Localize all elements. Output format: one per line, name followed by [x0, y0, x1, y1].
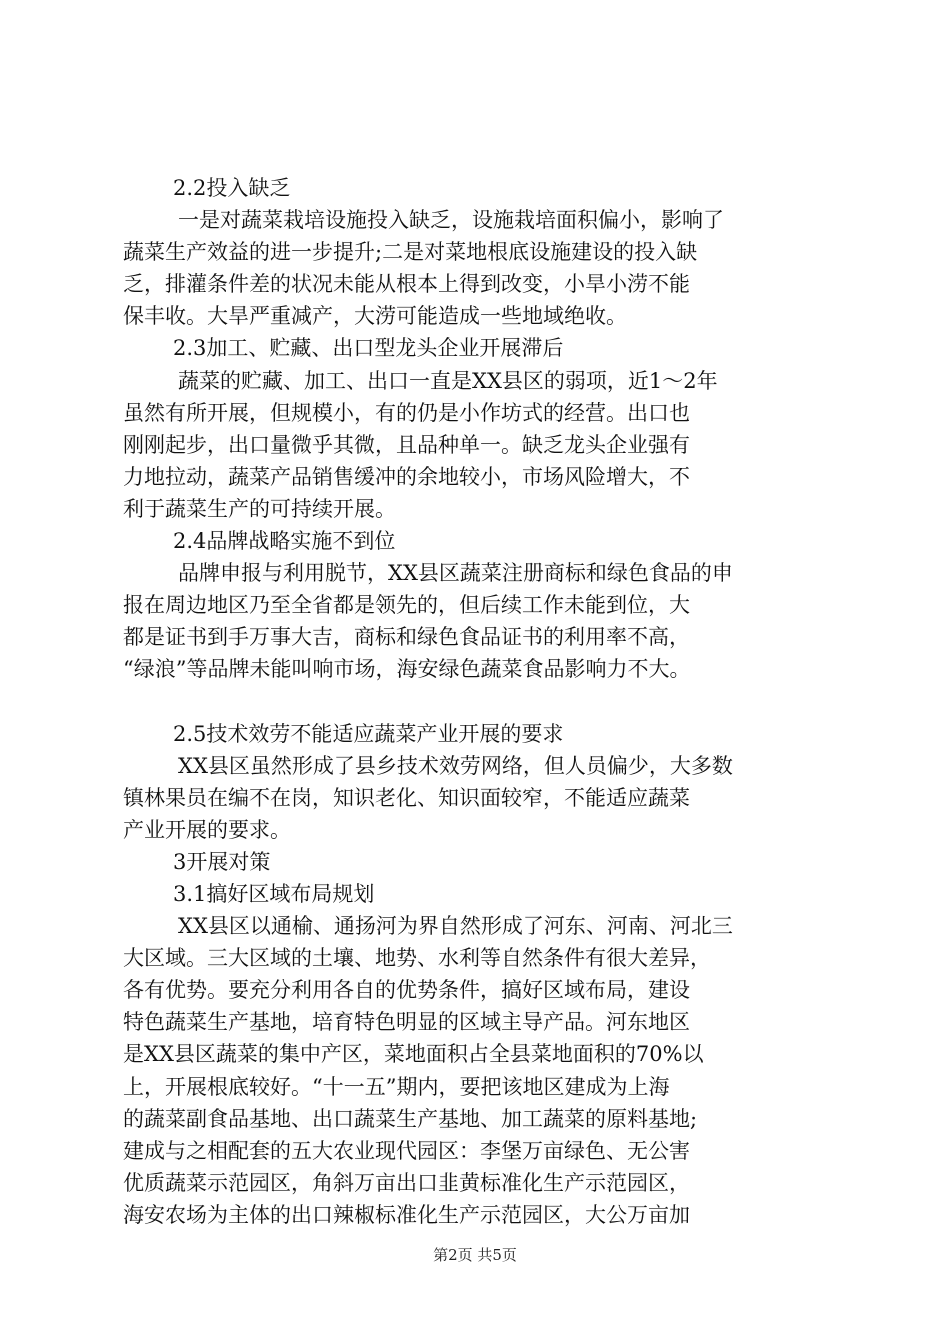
paragraph-line: 都是证书到手万事大吉，商标和绿色食品证书的利用率不高， — [123, 625, 690, 650]
paragraph-line: 上，开展根底较好。“十一五”期内，要把该地区建成为上海 — [123, 1074, 670, 1099]
paragraph-line: XX县区以通榆、通扬河为界自然形成了河东、河南、河北三 — [178, 914, 733, 939]
paragraph-line: “绿浪”等品牌未能叫响市场，海安绿色蔬菜食品影响力不大。 — [123, 657, 691, 682]
paragraph-line: 建成与之相配套的五大农业现代园区：李堡万亩绿色、无公害 — [123, 1138, 690, 1163]
paragraph-line: 报在周边地区乃至全省都是领先的，但后续工作未能到位，大 — [123, 593, 690, 618]
paragraph-line: 品牌申报与利用脱节，XX县区蔬菜注册商标和绿色食品的申 — [178, 561, 733, 586]
paragraph-line: 蔬菜的贮藏、加工、出口一直是XX县区的弱项，近1～2年 — [178, 368, 718, 393]
paragraph-line: 蔬菜生产效益的进一步提升;二是对菜地根底设施建设的投入缺 — [123, 240, 698, 265]
paragraph-line: 一是对蔬菜栽培设施投入缺乏，设施栽培面积偏小，影响了 — [178, 208, 724, 233]
paragraph-line: 各有优势。要充分利用各自的优势条件，搞好区域布局，建设 — [123, 978, 690, 1003]
paragraph-line: 乏，排灌条件差的状况未能从根本上得到改变，小旱小涝不能 — [123, 272, 690, 297]
paragraph-line: 保丰收。大旱严重减产，大涝可能造成一些地域绝收。 — [123, 304, 627, 329]
page-footer: 第2页 共5页 — [433, 1246, 517, 1264]
paragraph-line: 利于蔬菜生产的可持续开展。 — [123, 496, 396, 521]
blank-line — [123, 686, 833, 718]
paragraph-line: 镇林果员在编不在岗，知识老化、知识面较窄，不能适应蔬菜 — [123, 785, 690, 810]
paragraph-line: 刚刚起步，出口量微乎其微，且品种单一。缺乏龙头企业强有 — [123, 432, 690, 457]
paragraph-line: 力地拉动，蔬菜产品销售缓冲的余地较小，市场风险增大，不 — [123, 464, 690, 489]
paragraph-line: 优质蔬菜示范园区，角斜万亩出口韭黄标准化生产示范园区， — [123, 1170, 690, 1195]
section-heading-2-3: 2.3加工、贮藏、出口型龙头企业开展滞后 — [173, 336, 564, 361]
paragraph-line: 的蔬菜副食品基地、出口蔬菜生产基地、加工蔬菜的原料基地; — [123, 1106, 698, 1131]
section-heading-2-2: 2.2投入缺乏 — [173, 176, 291, 200]
paragraph-line: 产业开展的要求。 — [123, 817, 291, 842]
paragraph-line: 虽然有所开展，但规模小，有的仍是小作坊式的经营。出口也 — [123, 400, 690, 425]
section-heading-2-4: 2.4品牌战略实施不到位 — [173, 529, 396, 554]
paragraph-line: 是XX县区蔬菜的集中产区，菜地面积占全县菜地面积的70%以 — [123, 1042, 704, 1067]
document-body — [123, 172, 833, 1231]
paragraph-line: 特色蔬菜生产基地，培育特色明显的区域主导产品。河东地区 — [123, 1010, 690, 1035]
paragraph-line: 海安农场为主体的出口辣椒标准化生产示范园区，大公万亩加 — [123, 1202, 690, 1227]
section-heading-3: 3开展对策 — [173, 849, 271, 874]
paragraph-line: 大区域。三大区域的土壤、地势、水利等自然条件有很大差异， — [123, 946, 711, 971]
section-heading-2-5: 2.5技术效劳不能适应蔬菜产业开展的要求 — [173, 721, 564, 746]
section-heading-3-1: 3.1搞好区域布局规划 — [173, 881, 375, 906]
paragraph-line: XX县区虽然形成了县乡技术效劳网络，但人员偏少，大多数 — [178, 753, 733, 778]
